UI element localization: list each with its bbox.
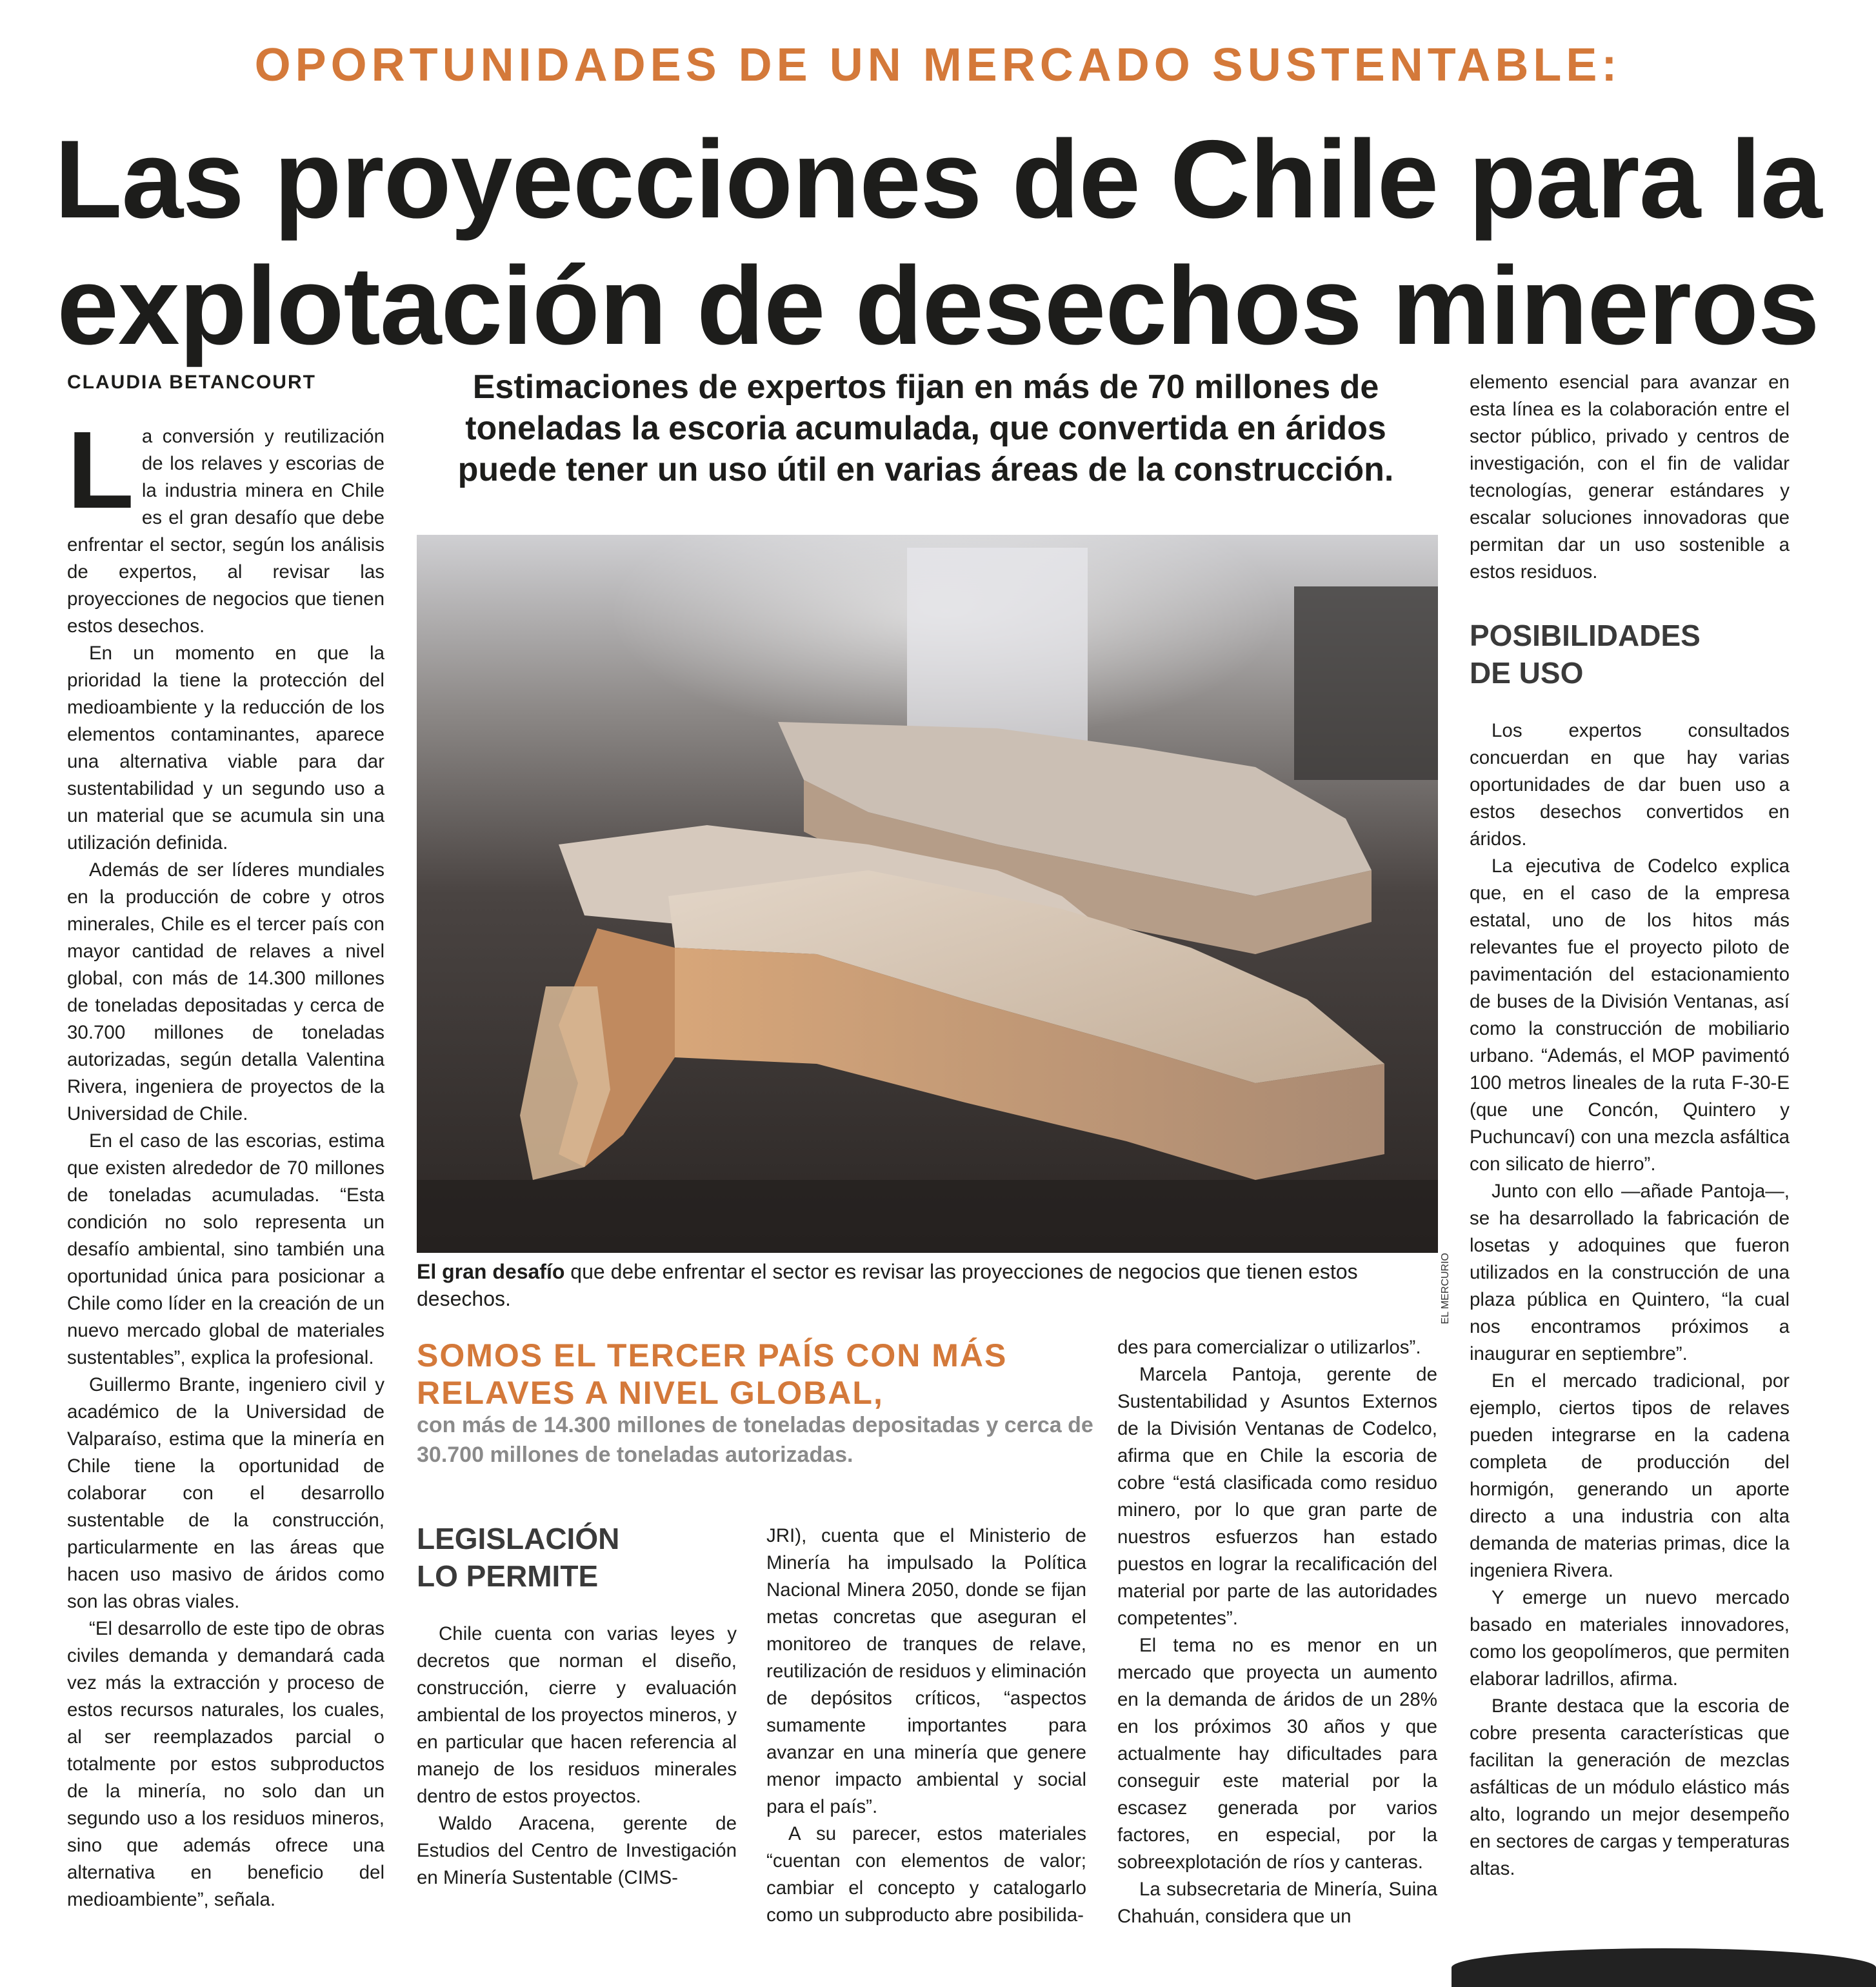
col4-paragraph-4: La subsecretaria de Minería, Suina Chahuán, considera que un — [1117, 1879, 1437, 1927]
col5-paragraph-3: La ejecutiva de Codelco explica que, en el caso de la empresa estatal, uno de los hitos más relevantes fue el proyecto piloto de pavimentación del estacionamiento de buses de la División Ventanas, así como la construcción de mobiliario urbano. “Además, el MOP pavimentó 100 metros lineales de la ruta F-30-E (que une Concón, Quintero y Puchuncaví) con una mezcla asfáltica con silicato de hierro”. — [1470, 855, 1790, 1175]
col4-paragraph-1: des para comercializar o utilizarlos”. — [1117, 1337, 1421, 1358]
col1-paragraph-6: “El desarrollo de este tipo de obras civiles demanda y demandará cada vez más la extracción y proceso de estos recursos naturales, los cuales, al ser reemplazados parcial o totalmente por estos subproductos de la minería, no solo dan un segundo uso a los residuos mineros, sino que además ofrece una alternativa en beneficio del medioambiente”, señala. — [67, 1618, 384, 1910]
photo-caption — [417, 1258, 1442, 1312]
caption-text: que debe enfrentar el sector es revisar las proyecciones de negocios que tienen estos desechos. — [417, 1260, 1358, 1310]
column-3 — [766, 1523, 1086, 1929]
col5-paragraph-6: Y emerge un nuevo mercado basado en materiales innovadores, como los geopolímeros, que permiten elaborar ladrillos, afirma. — [1470, 1587, 1790, 1690]
photo-credit: EL MERCURIO — [1440, 1253, 1451, 1324]
pullquote-heading: SOMOS EL TERCER PAÍS CON MÁS RELAVES A NIVEL GLOBAL, — [417, 1337, 1008, 1411]
col5-paragraph-2: Los expertos consultados concuerdan en que hay varias oportunidades de dar buen uso a estos desechos convertidos en áridos. — [1470, 720, 1790, 850]
column-4 — [1117, 1334, 1437, 1930]
col1-paragraph-4: En el caso de las escorias, estima que existen alrededor de 70 millones de toneladas acumuladas. “Esta condición no solo representa un desafío ambiental, sino también una oportunidad única para posicionar a Chile como líder en la creación de un nuevo mercado global de materiales sustentables”, explica la profesional. — [67, 1130, 384, 1368]
headline-line-2: explotación de desechos mineros — [57, 244, 1819, 368]
headline — [0, 116, 1876, 369]
pullquote-subtext: con más de 14.300 millones de toneladas depositadas y cerca de 30.700 millones de toneladas autorizadas. — [417, 1413, 1093, 1467]
byline: CLAUDIA BETANCOURT — [67, 372, 316, 393]
page-corner-decoration — [1452, 1948, 1876, 1987]
col3-paragraph-2: A su parecer, estos materiales “cuentan con elementos de valor; cambiar el concepto y catalogarlo como un subproducto abre posibilida- — [766, 1823, 1086, 1926]
col1-paragraph-1: La conversión y reutilización de los relaves y escorias de la industria minera en Chile es el gran desafío que debe enfrentar el sector, según los análisis de expertos, al revisar las proyecciones de negocios que tienen estos desechos. — [67, 409, 384, 637]
drop-cap: L — [67, 409, 134, 532]
column-1 — [67, 409, 384, 1913]
col3-paragraph-1: JRI), cuenta que el Ministerio de Minería ha impulsado la Política Nacional Minera 2050, donde se fijan metas concretas que aseguran el monitoreo de tranques de relave, reutilización de residuos y eliminación de depósitos críticos, “aspectos sumamente importantes para avanzar en una minería que genere menor impacto ambiental y social para el país”. — [766, 1525, 1086, 1817]
col5-paragraph-7: Brante destaca que la escoria de cobre presenta características que facilitan la generación de mezclas asfálticas de un módulo elástico más alto, logrando un mejor desempeño en sectores de cargas y temperaturas altas. — [1470, 1695, 1790, 1879]
paver-blocks-image — [417, 535, 1438, 1253]
deck-summary: Estimaciones de expertos fijan en más de 70 millones de toneladas la escoria acumulada, que convertida en áridos puede tener un uso útil en varias áreas de la construcción. — [457, 368, 1394, 488]
kicker: OPORTUNIDADES DE UN MERCADO SUSTENTABLE: — [254, 39, 1622, 91]
subhead-legislacion: LEGISLACIÓN LO PERMITE — [417, 1522, 620, 1593]
col1-paragraph-3: Además de ser líderes mundiales en la producción de cobre y otros minerales, Chile es el tercer país con mayor cantidad de relaves a nivel global, con más de 14.300 millones de toneladas depositadas y cerca de 30.700 millones de toneladas autorizadas, según detalla Valentina Rivera, ingeniera de proyectos de la Universidad de Chile. — [67, 859, 384, 1124]
column-5 — [1470, 717, 1790, 1882]
col1-paragraph-5: Guillermo Brante, ingeniero civil y académico de la Universidad de Valparaíso, estima que la minería en Chile tiene la oportunidad de colaborar con el desarrollo sustentable de la construcción, particularmente en las áreas que hacen uso masivo de áridos como son las obras viales. — [67, 1374, 384, 1612]
col5-paragraph-4: Junto con ello —añade Pantoja—, se ha desarrollado la fabricación de losetas y adoquines que fueron utilizados en la construcción de una plaza pública en Quintero, “la cual nos encontramos próximos a inaugurar en septiembre”. — [1470, 1181, 1790, 1364]
col4-paragraph-2: Marcela Pantoja, gerente de Sustentabilidad y Asuntos Externos de la División Ventanas de Codelco, afirma que en Chile la escoria de cobre “está clasificada como residuo minero, por lo que gran parte de nuestros esfuerzos han estado puestos en lograr la recalificación del material por parte de las autoridades competentes”. — [1117, 1364, 1437, 1629]
article-photo — [417, 535, 1438, 1253]
col1-paragraph-2: En un momento en que la prioridad la tiene la protección del medioambiente y la reducción de los elementos contaminantes, aparece una alternativa viable para dar sustentabilidad y un segundo uso a un material que se acumula sin una utilización definida. — [67, 643, 384, 854]
col5-paragraph-1: elemento esencial para avanzar en esta línea es la colaboración entre el sector público, privado y centros de investigación, con el fin de validar tecnologías, generar estándares y escalar soluciones innovadoras que permitan dar un uso sostenible a estos residuos. — [1470, 372, 1790, 583]
caption-lead: El gran desafío — [417, 1260, 565, 1283]
col2-paragraph-2: Waldo Aracena, gerente de Estudios del Centro de Investigación en Minería Sustentable (CIMS- — [417, 1813, 737, 1888]
headline-line-1: Las proyecciones de Chile para la — [54, 117, 1822, 241]
col4-paragraph-3: El tema no es menor en un mercado que proyecta un aumento en la demanda de áridos de un 28% en los próximos 30 años y que actualmente hay dificultades para conseguir este material por la escasez generada por varios factores, en especial, por la sobreexplotación de ríos y canteras. — [1117, 1635, 1437, 1873]
column-2 — [417, 1621, 737, 1892]
column-5-top — [1470, 369, 1790, 586]
col2-paragraph-1: Chile cuenta con varias leyes y decretos que norman el diseño, construcción, cierre y evaluación ambiental de los proyectos mineros, y en particular que hacen referencia al manejo de los residuos minerales dentro de estos proyectos. — [417, 1623, 737, 1807]
col5-paragraph-5: En el mercado tradicional, por ejemplo, ciertos tipos de relaves pueden integrarse en la cadena completa de producción del hormigón, generando un aporte directo a una industria con alta demanda de materias primas, dice la ingeniera Rivera. — [1470, 1370, 1790, 1581]
subhead-posibilidades: POSIBILIDADES DE USO — [1470, 619, 1701, 690]
